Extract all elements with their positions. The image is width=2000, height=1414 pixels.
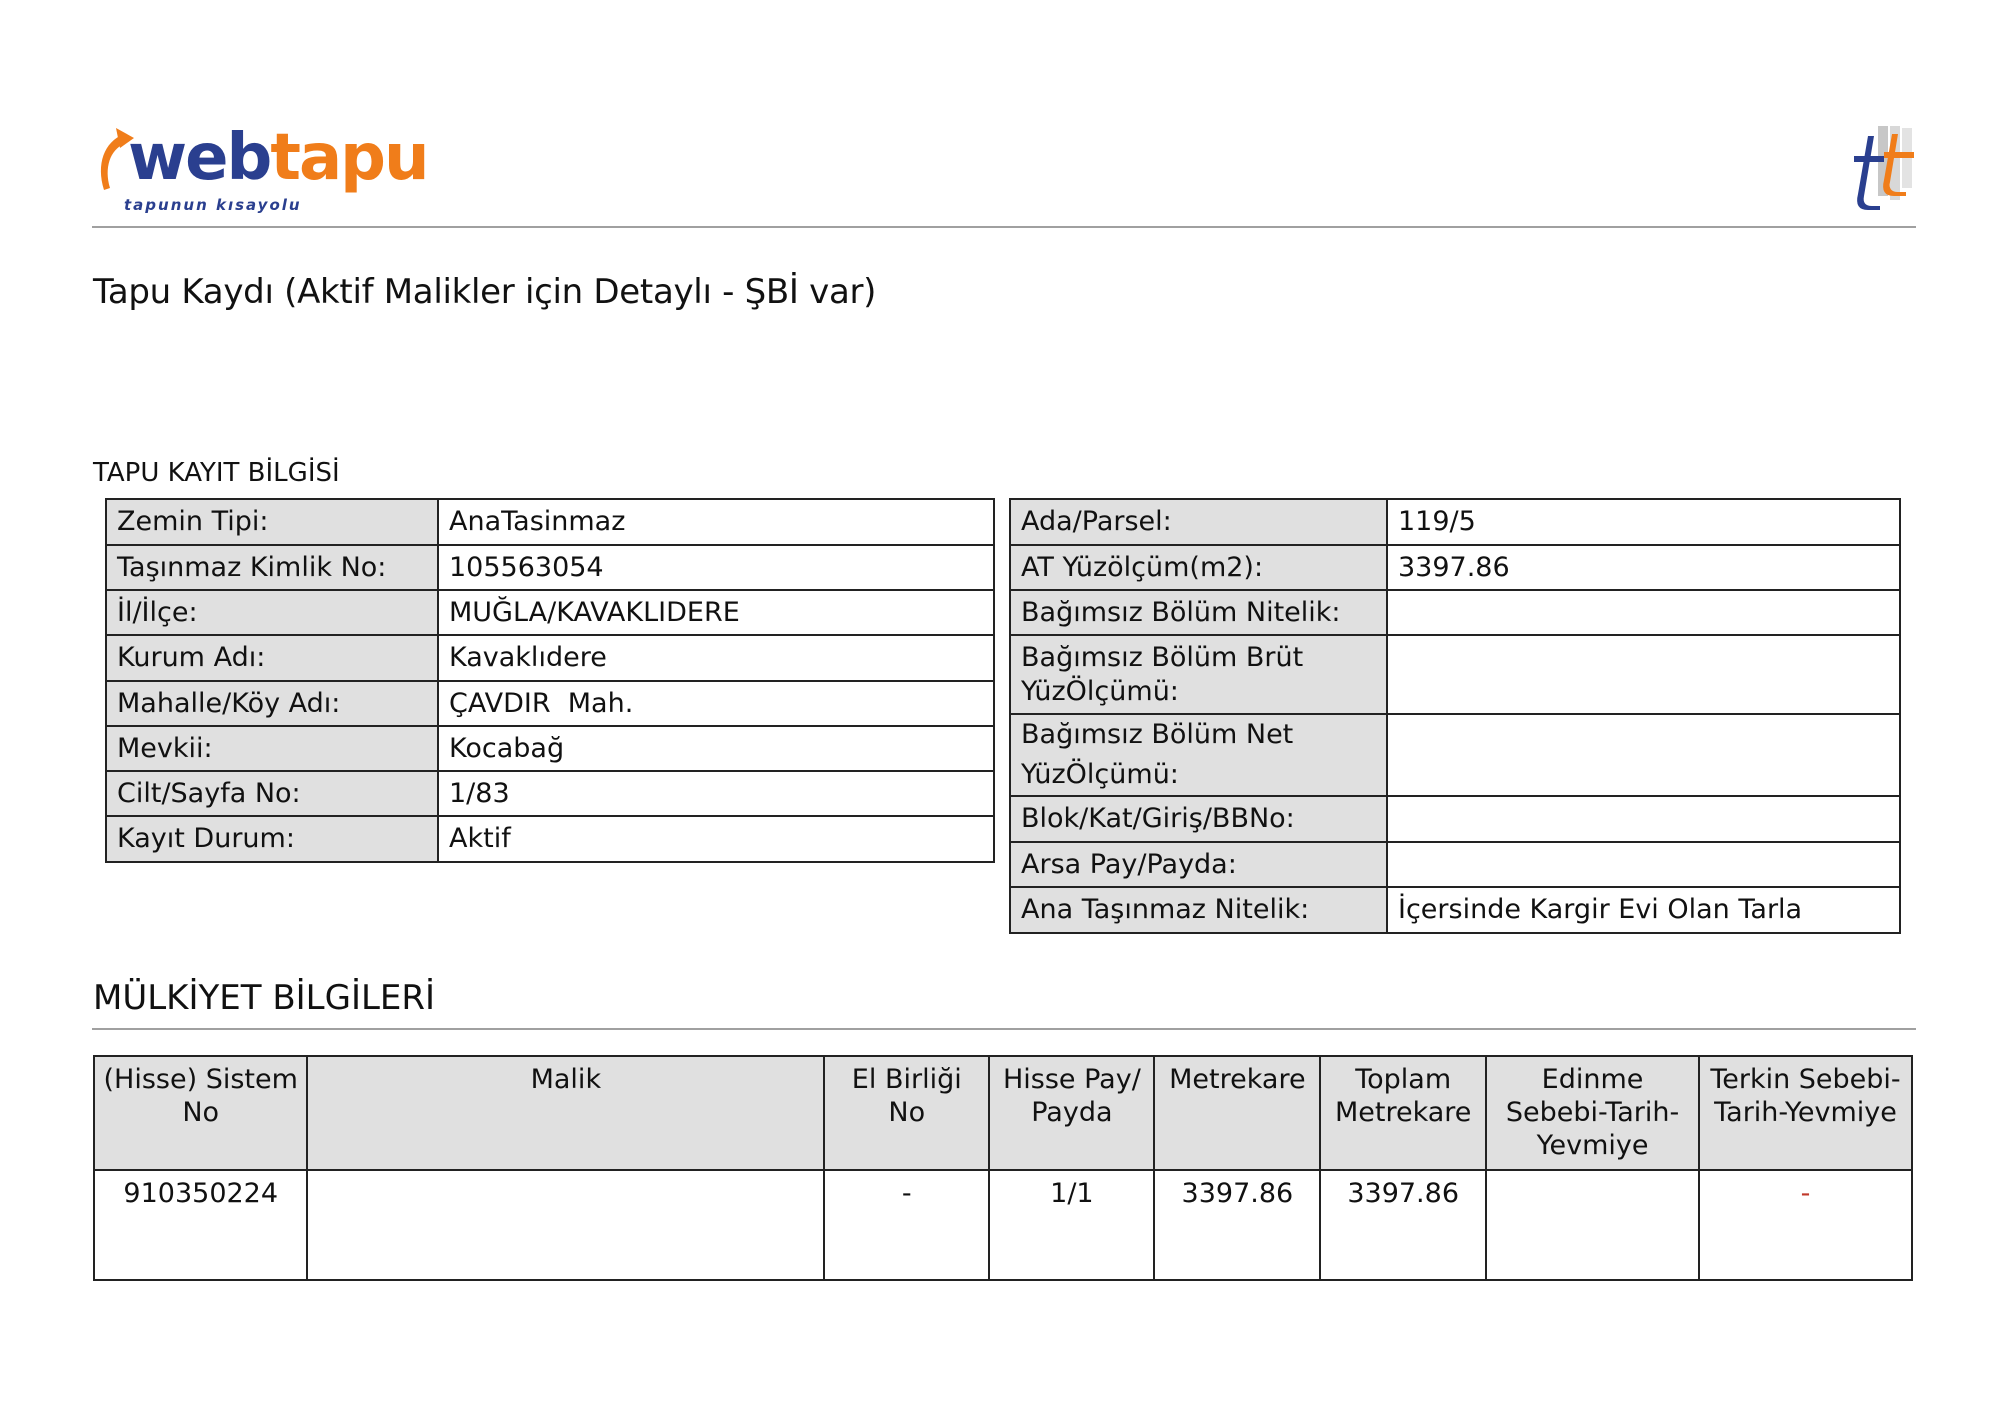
cell-el-birligi: - (824, 1170, 989, 1280)
tapu-kayit-heading: TAPU KAYIT BİLGİSİ (93, 458, 340, 488)
cell-terkin: - (1699, 1170, 1912, 1280)
kv-label: Taşınmaz Kimlik No: (106, 545, 438, 590)
webtapu-logo (94, 118, 428, 218)
kv-row-ana-tasinmaz-nitelik (1010, 887, 1900, 933)
kv-label: AT Yüzölçüm(m2): (1010, 545, 1387, 590)
cell-sistem-no: 910350224 (94, 1170, 307, 1280)
kv-row-il-ilce (106, 590, 994, 635)
kv-value: Aktif (438, 816, 994, 862)
kv-value: Kavaklıdere (438, 635, 994, 681)
kv-row-mevkii (106, 726, 994, 771)
kv-row-bb-brut (1010, 635, 1900, 714)
mulkiyet-table (93, 1055, 1913, 1281)
kv-value (1387, 842, 1900, 887)
col-header-hisse-pay: Hisse Pay/ Payda (989, 1056, 1154, 1170)
kv-row-kayit-durum (106, 816, 994, 862)
cell-malik (307, 1170, 824, 1280)
cell-metrekare: 3397.86 (1154, 1170, 1320, 1280)
kv-row-cilt-sayfa (106, 771, 994, 816)
kv-label: Bağımsız Bölüm Brüt YüzÖlçümü: (1010, 635, 1387, 714)
tkgm-emblem-icon (1840, 122, 1920, 214)
kv-row-blok-kat (1010, 796, 1900, 842)
kv-value (1387, 590, 1900, 635)
kv-label: Bağımsız Bölüm Net YüzÖlçümü: (1010, 714, 1387, 796)
kv-label: İl/İlçe: (106, 590, 438, 635)
kv-label: Kurum Adı: (106, 635, 438, 681)
kv-value: 105563054 (438, 545, 994, 590)
kv-value (1387, 714, 1900, 796)
kv-value (1387, 635, 1900, 714)
kv-value: 3397.86 (1387, 545, 1900, 590)
kv-value: İçersinde Kargir Evi Olan Tarla (1387, 887, 1900, 933)
kv-value (1387, 796, 1900, 842)
kv-row-kurum-adi (106, 635, 994, 681)
kv-row-zemin-tipi (106, 499, 994, 545)
col-header-sistem-no: (Hisse) Sistem No (94, 1056, 307, 1170)
kv-label: Cilt/Sayfa No: (106, 771, 438, 816)
kv-row-tasinmaz-kimlik (106, 545, 994, 590)
kv-label: Bağımsız Bölüm Nitelik: (1010, 590, 1387, 635)
col-header-terkin: Terkin Sebebi-Tarih-Yevmiye (1699, 1056, 1912, 1170)
kv-value: 1/83 (438, 771, 994, 816)
kv-row-mahalle (106, 681, 994, 726)
logo-tapu-text: tapu (270, 121, 428, 195)
mulkiyet-header-row (94, 1056, 1912, 1170)
col-header-malik: Malik (307, 1056, 824, 1170)
cell-hisse-pay: 1/1 (989, 1170, 1154, 1280)
kv-row-arsa-pay (1010, 842, 1900, 887)
col-header-el-birligi: El Birliği No (824, 1056, 989, 1170)
kv-label: Mahalle/Köy Adı: (106, 681, 438, 726)
mulkiyet-heading: MÜLKİYET BİLGİLERİ (93, 978, 436, 1018)
header-divider (92, 226, 1916, 228)
kv-value: MUĞLA/KAVAKLIDERE (438, 590, 994, 635)
document-title: Tapu Kaydı (Aktif Malikler için Detaylı - ŞBİ var) (93, 272, 877, 312)
col-header-toplam-metrekare: Toplam Metrekare (1320, 1056, 1486, 1170)
logo-wordmark (128, 118, 428, 198)
kv-label: Mevkii: (106, 726, 438, 771)
col-header-edinme: Edinme Sebebi-Tarih-Yevmiye (1486, 1056, 1699, 1170)
kv-row-bb-nitelik (1010, 590, 1900, 635)
tapu-kayit-left-table (105, 498, 995, 863)
tapu-kayit-right-table (1009, 498, 1901, 934)
cell-edinme (1486, 1170, 1699, 1280)
logo-tagline: tapunun kısayolu (124, 196, 302, 214)
cell-toplam-metrekare: 3397.86 (1320, 1170, 1486, 1280)
kv-value: AnaTasinmaz (438, 499, 994, 545)
kv-row-bb-net (1010, 714, 1900, 796)
kv-row-ada-parsel (1010, 499, 1900, 545)
kv-row-at-yuzolcum (1010, 545, 1900, 590)
kv-label: Blok/Kat/Giriş/BBNo: (1010, 796, 1387, 842)
kv-label: Ana Taşınmaz Nitelik: (1010, 887, 1387, 933)
kv-value: Kocabağ (438, 726, 994, 771)
kv-value: ÇAVDIR Mah. (438, 681, 994, 726)
kv-label: Ada/Parsel: (1010, 499, 1387, 545)
col-header-metrekare: Metrekare (1154, 1056, 1320, 1170)
kv-value: 119/5 (1387, 499, 1900, 545)
logo-web-text: web (128, 121, 271, 195)
kv-label: Zemin Tipi: (106, 499, 438, 545)
table-row (94, 1170, 1912, 1280)
kv-label: Kayıt Durum: (106, 816, 438, 862)
kv-label: Arsa Pay/Payda: (1010, 842, 1387, 887)
section-divider (92, 1028, 1916, 1030)
